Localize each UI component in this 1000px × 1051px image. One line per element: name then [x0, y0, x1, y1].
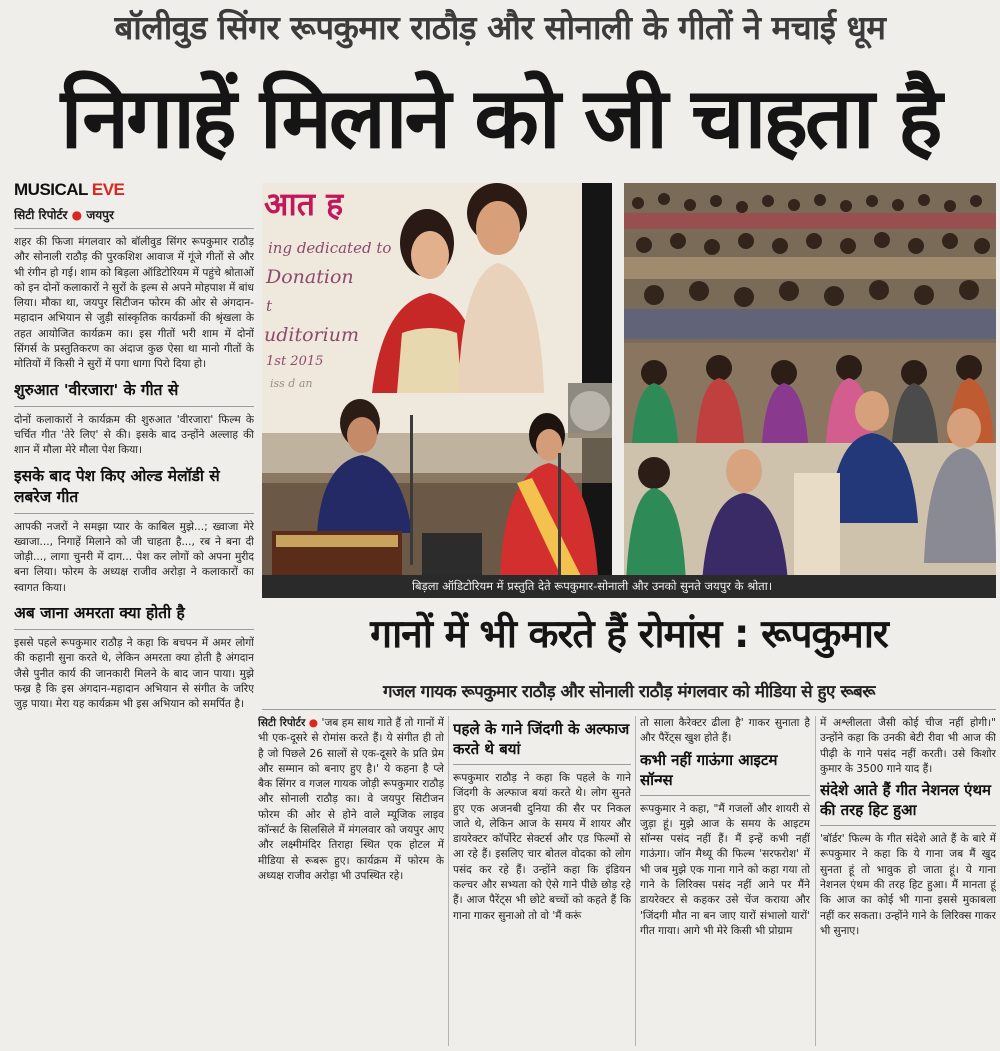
col2-subhead: पहले के गाने जिंदगी के अल्फाज करते थे बयां: [453, 720, 630, 758]
banner-line1: ing dedicated to: [268, 239, 392, 257]
audience-photo-illustration: [624, 183, 996, 598]
kicker-headline: बॉलीवुड सिंगर रूपकुमार राठौड़ और सोनाली के गीतों ने मचाई धूम: [114, 8, 886, 47]
divider: [14, 228, 254, 229]
byline-dot-icon: ●: [71, 208, 83, 222]
banner-line5: 1st 2015: [266, 354, 324, 369]
col4-subhead: संदेशे आते हैं गीत नेशनल एंथम की तरह हिट हुआ: [820, 781, 992, 820]
section-tag-accent: EVE: [91, 180, 125, 199]
stage-photo: [262, 183, 612, 598]
section-tag-main: MUSICAL: [14, 180, 92, 199]
byline-city: जयपुर: [86, 208, 114, 222]
paragraph-organ-donation: इससे पहले रूपकुमार राठौड़ ने कहा कि बचपन में अमर लोगों की कहानी सुना करते थे, लेकिन अमरता क्या होती है अंगदान जैसे पुनीत कार्य की जानकारी मिलने के बाद जान पाया। मुझे फख्र है कि इस अंगदान-महादान अभियान से संगीत के जरिए जुड़ पाया। मेरा यह कार्यक्रम भी इस अभियान को समर्पित है।: [14, 637, 254, 711]
story-column-3: [640, 716, 810, 1046]
col3-subhead: कभी नहीं गाऊंगा आइटम सॉन्ग्स: [640, 750, 778, 789]
subhead-amarta: अब जाना अमरता क्या होती है: [14, 604, 185, 623]
byline-reporter: सिटी रिपोर्टर: [14, 208, 68, 222]
col1-reporter: सिटी रिपोर्टर: [258, 717, 306, 729]
banner-word: आत ह: [264, 185, 344, 223]
divider: [14, 629, 254, 630]
divider: [820, 825, 996, 826]
column-divider: [635, 716, 636, 1046]
col1-dot-icon: ●: [305, 717, 319, 729]
paragraph-opening-song: दोनों कलाकारों ने कार्यक्रम की शुरुआत 'वीरजारा' फिल्म के चर्चित गीत 'तेरे लिए' से की। इसके बाद उन्होंने अल्लाह की शान में मौला मेरे मौला पेश किया।: [14, 413, 254, 457]
photo-caption: बिड़ला ऑडिटोरियम में प्रस्तुति देते रूपकुमार-सोनाली और उनको सुनते जयपुर के श्रोता।: [262, 575, 996, 598]
col3-text: रूपकुमार ने कहा, "मैं गजलों और शायरी से जुड़ा हूं। मुझे आज के समय के आइटम सॉन्ग्स पसंद नहीं हैं। मैं इन्हें कभी नहीं गाऊंगा। जॉन मैथ्यू की फिल्म 'सरफरोश' में भी जब मुझे एक गाना गाने को कहा गया तो गाने के लिरिक्स पसंद नहीं आने पर मैंने डायरेक्टर से कहकर उसे चेंज कराया और 'जिंदगी मौत ना बन जाए यारों संभालो यारों' गीत गाया। आगे भी मेरे किसी भी प्रोग्राम: [640, 802, 810, 937]
banner-line3: t: [266, 297, 273, 315]
banner-line4: uditorium: [264, 324, 359, 346]
col4-text: 'बॉर्डर' फिल्म के गीत संदेशे आते हैं के बारे में रूपकुमार ने कहा कि ये गाना जब मैं खुद सुनता हूं तो भावुक हो जाता हूं। ये गाना नेशनल एंथम की तरह हिट हुआ। मैं मानता हूं कि आज का कोई भी गाना इससे मुकाबला नहीं कर सकता। उन्होंने गाने के लिरिक्स गाकर भी सुनाए।: [820, 833, 996, 937]
audience-photo: [624, 183, 996, 598]
col2-text: रूपकुमार राठौड़ ने कहा कि पहले के गाने जिंदगी के अल्फाज बयां करते थे। लोग सुनते हुए एक अजनबी दुनिया की सैर पर निकल जाते थे, लेकिन आज के समय में शायर और डायरेक्टर कॉर्पोरेट सेक्टर्स और एड फिल्मों से आ रहे हैं। इसलिए चार बोतल वोदका को लोग पसंद कर रहे हैं। उन्होंने कहा कि इंडियन कल्चर और सभ्यता को ऐसे गाने पीछे छोड़ रहे हैं। आज पैरेंट्स भी छोटे बच्चों को कहते हैं कि गाना गाकर सुनाओ तो वो 'मैं करूं: [453, 772, 631, 922]
left-column: [14, 180, 254, 1046]
divider: [14, 513, 254, 514]
subhead-veerzaara: शुरुआत 'वीरजारा' के गीत से: [14, 380, 179, 399]
column-divider: [448, 716, 449, 1046]
divider: [640, 795, 810, 796]
section-tag: [14, 180, 254, 200]
column-divider: [815, 716, 816, 1046]
col4-text-top: में अश्लीलता जैसी कोई चीज नहीं होगी।" उन्होंने कहा कि उनकी बेटी रीवा भी आज की पीढ़ी के गाने पसंद नहीं करती। उसे किशोर कुमार के 3500 गाने याद हैं।: [820, 717, 996, 775]
main-headline: निगाहें मिलाने को जी चाहता है: [60, 69, 940, 167]
story-column-2: [453, 716, 631, 1046]
banner-line6: iss d an: [270, 377, 313, 390]
stage-photo-illustration: [262, 183, 612, 598]
second-deck: गजल गायक रूपकुमार राठौड़ और सोनाली राठौड़ मंगलवार को मीडिया से हुए रूबरू: [262, 674, 996, 710]
story-column-4: [820, 716, 996, 1046]
second-headline: गानों में भी करते हैं रोमांस : रूपकुमार: [370, 612, 888, 657]
lead-paragraph: शहर की फिजा मंगलवार को बॉलीवुड सिंगर रूपकुमार राठौड़ और सोनाली राठौड़ की पुरकशिश आवाज में गूंजे गीतों से और भी रंगीन हो गई। शाम को बिड़ला ऑडिटोरियम में पहुंचे श्रोताओं को इन दोनों कलाकारों ने सुरों के इल्म से अपने मोहपाश में बांध लिया। मौका था, जयपुर सिटीजन फोरम की ओर से अंगदान-महादान अभियान से जुड़ी सांस्कृतिक कार्यक्रमों की श्रृंखला के तहत आयोजित कार्यक्रम का। इस गीतों भरी शाम में दोनों सिंगर्स के प्रस्तुतिकरण का अंदाज कुछ ऐसा था मानो गीतों के मोतियों में किसी ने सुरों में पगा धागा पिरो दिया हो।: [14, 236, 254, 371]
col3-text-top: तो साला कैरेक्टर ढीला है' गाकर सुनाता है और पैरेंट्स खुश होते हैं।: [640, 717, 810, 745]
byline: [14, 206, 254, 223]
story-column-1: [258, 716, 444, 1046]
banner-line2: Donation: [266, 266, 354, 288]
divider: [14, 406, 254, 407]
subhead-old-melody: इसके बाद पेश किए ओल्ड मेलॉडी से लबरेज गीत: [14, 466, 220, 506]
paragraph-song-list: आपकी नजरों ने समझा प्यार के काबिल मुझे...; ख्वाजा मेरे ख्वाजा..., निगाहें मिलाने को जी चाहता है..., रब ने बना दी जोड़ी..., लागा चुनरी में दाग... पेश कर लोगों को अपना मुरीद बना लिया। फोरम के अध्यक्ष राजीव अरोड़ा ने कलाकारों का स्वागत किया।: [14, 520, 254, 594]
col1-text: 'जब हम साथ गाते हैं तो गानों में भी एक-दूसरे से रोमांस करते हैं। ये संगीत ही तो है जो पिछले 26 सालों से एक-दूसरे के प्रति प्रेम और सम्मान को बनाए हुए है।' ये कहना है प्ले बैक सिंगर व गजल गायक जोड़ी रूपकुमार राठौड़ और सोनाली राठौड़ का। वे जयपुर सिटीजन फोरम की ओर से होने वाले म्यूजिक लाइव कॉन्सर्ट के सिलसिले में मंगलवार को जयपुर आए और लक्ष्मीमंदिर तिराहा स्थित एक होटल में मीडिया से रूबरू हुए। कार्यक्रम में फोरम के अध्यक्ष राजीव अरोड़ा भी उपस्थित रहे।: [258, 717, 444, 882]
divider: [453, 764, 631, 765]
